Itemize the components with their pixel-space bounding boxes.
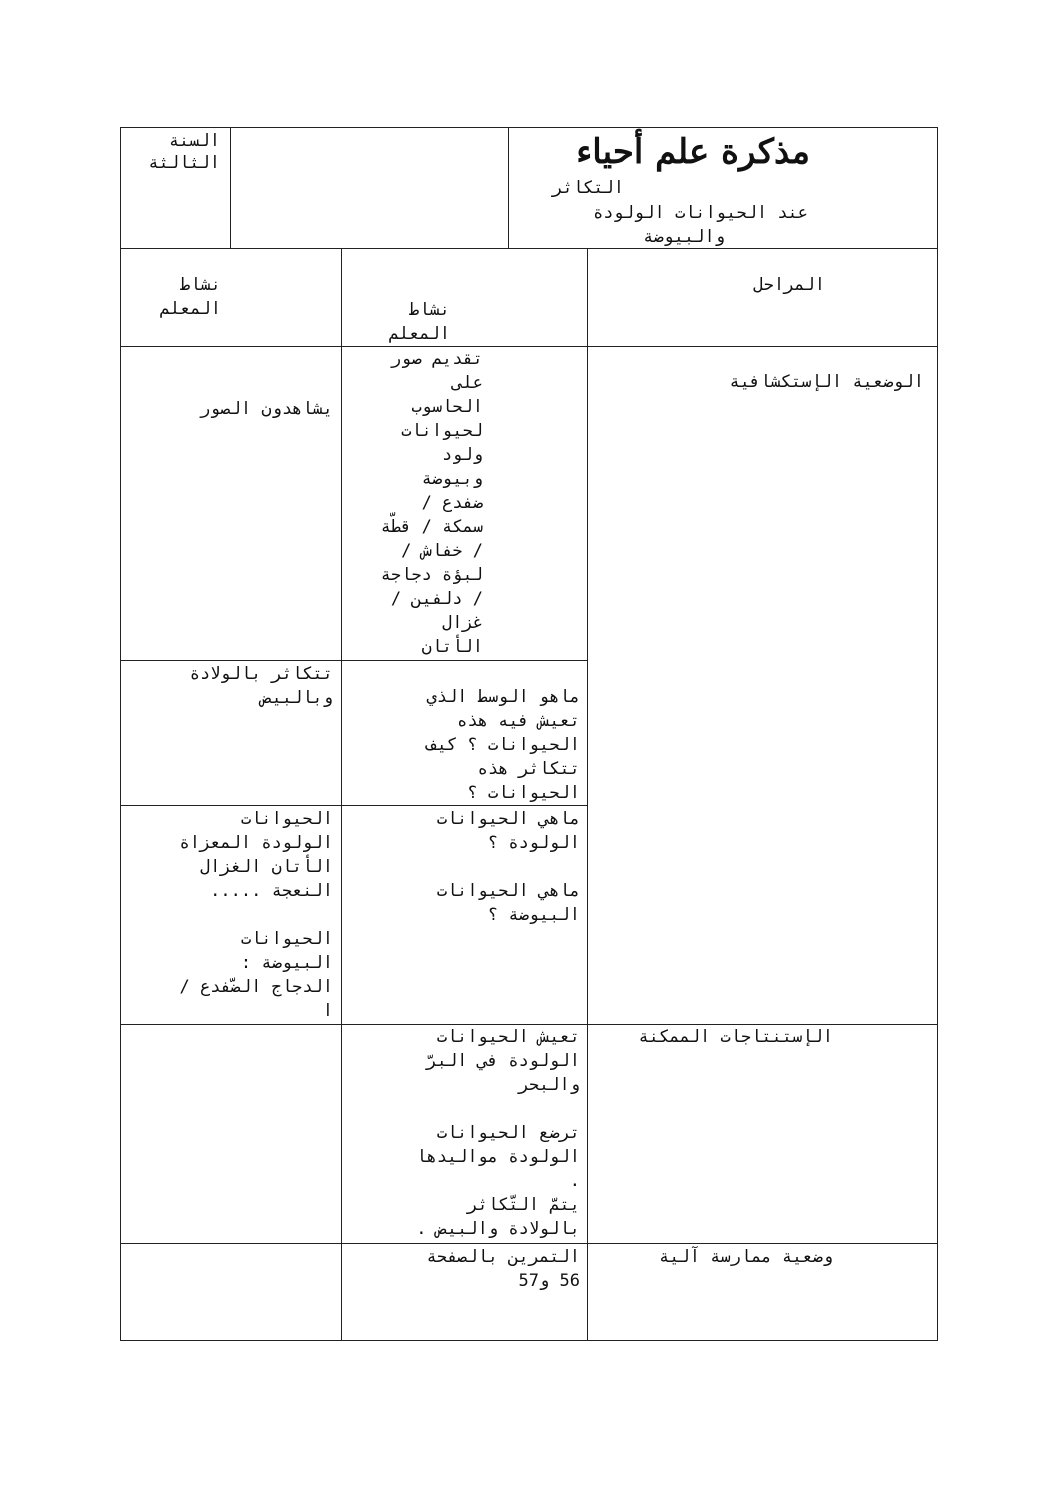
stage-practice: وضعية ممارسة آلية (659, 1247, 833, 1267)
column-divider (230, 127, 231, 248)
teacher-activity-5: التمرين بالصفحة 56 و57 (426, 1247, 580, 1291)
teacher-activity-2: ماهو الوسط الذي تعيش فيه هذه الحيوانات ؟ كيف تتكاثر هذه الحيوانات ؟ (426, 687, 580, 803)
stage-exploration: الوضعية الإستكشافية (729, 372, 924, 392)
learner-activity-1: يشاهدون الصور (199, 399, 333, 419)
stages-heading: المراحل (753, 275, 825, 295)
learner-activity-3: الحيوانات الولودة المعزاة الأتان الغزال النعجة ..... الحيوانات البيوضة : الدجاج الضّفدع / ا (179, 809, 333, 1021)
teacher-activity-4: تعيش الحيوانات الولودة في البرّ والبحر ترضع الحيوانات الولودة مواليدها . يتمّ التّكاثر بالولادة والبيض . (416, 1027, 580, 1239)
teacher-activity-heading: نشاط المعلم (388, 300, 450, 344)
row-divider (120, 805, 587, 806)
row-divider (120, 660, 587, 661)
column-divider (587, 248, 588, 1341)
lesson-title-line1: التكاثر (552, 178, 624, 198)
grade-label: السنة الثالثة (148, 131, 220, 173)
teacher-activity-3: ماهي الحيوانات الولودة ؟ ماهي الحيوانات البيوضة ؟ (436, 809, 580, 925)
row-divider (120, 346, 938, 347)
lesson-title-line3: والبيوضة (643, 227, 725, 247)
learner-activity-heading: نشاط المعلم (159, 275, 221, 319)
lesson-title-line2: عند الحيوانات الولودة (593, 203, 808, 223)
learner-activity-2: تتكاثر بالولادة وبالبيض (189, 664, 333, 708)
document-title: مذكرة علم أحياء (576, 132, 810, 172)
stage-conclusions: الإستنتاجات الممكنة (638, 1027, 833, 1047)
row-divider (120, 1243, 938, 1244)
teacher-activity-1: تقديم صور على الحاسوب لحيوانات ولود وبيوضة ضفدع / سمكة / قطّة / خفاش / لبؤة دجاجة / دلفين / غزال الأتان (380, 349, 483, 657)
